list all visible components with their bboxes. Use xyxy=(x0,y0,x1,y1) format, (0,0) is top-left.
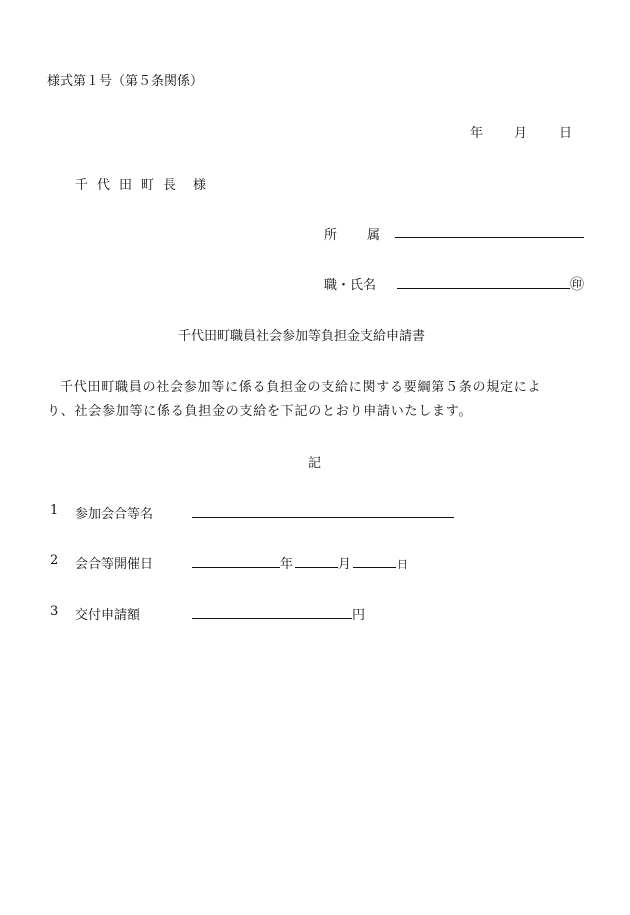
addressee-char: 千 xyxy=(75,178,89,193)
amount-unit: 円 xyxy=(352,608,366,623)
body-text-line2: り、社会参加等に係る負担金の支給を下記のとおり申請いたします。 xyxy=(47,404,473,419)
meeting-year-label: 年 xyxy=(280,557,294,572)
affiliation-label-2: 属 xyxy=(367,228,381,243)
item-2-label: 会合等開催日 xyxy=(75,557,154,572)
item-1-label: 参加会合等名 xyxy=(75,507,154,522)
seal-mark: ㊞ xyxy=(570,277,584,293)
item-3-number: 3 xyxy=(50,604,59,619)
item-1-number: 1 xyxy=(50,503,59,518)
affiliation-label-1: 所 xyxy=(324,228,338,243)
addressee-char: 長 xyxy=(163,178,177,193)
date-year-label: 年 xyxy=(470,126,484,141)
addressee-honorific: 様 xyxy=(193,178,207,193)
ki-heading: 記 xyxy=(308,456,322,471)
item-2-number: 2 xyxy=(50,553,59,568)
item-3-label: 交付申請額 xyxy=(75,608,141,623)
amount-field[interactable] xyxy=(192,618,352,619)
addressee-char: 代 xyxy=(97,178,111,193)
addressee-char: 田 xyxy=(119,178,133,193)
meeting-name-field[interactable] xyxy=(192,517,454,518)
date-month-label: 月 xyxy=(514,126,528,141)
name-label: 職・氏名 xyxy=(324,278,377,293)
meeting-day-field[interactable] xyxy=(353,567,396,568)
form-number: 様式第１号（第５条関係） xyxy=(47,74,204,89)
addressee-char: 町 xyxy=(141,178,155,193)
meeting-year-field[interactable] xyxy=(192,567,280,568)
meeting-day-label: 日 xyxy=(397,558,408,571)
meeting-month-field[interactable] xyxy=(295,567,338,568)
document-title: 千代田町職員社会参加等負担金支給申請書 xyxy=(178,329,426,344)
affiliation-field[interactable] xyxy=(395,237,584,238)
body-text-line1: 千代田町職員の社会参加等に係る負担金の支給に関する要綱第５条の規定によ xyxy=(60,380,542,395)
date-day-label: 日 xyxy=(559,126,573,141)
meeting-month-label: 月 xyxy=(338,557,352,572)
name-field[interactable] xyxy=(397,288,570,289)
